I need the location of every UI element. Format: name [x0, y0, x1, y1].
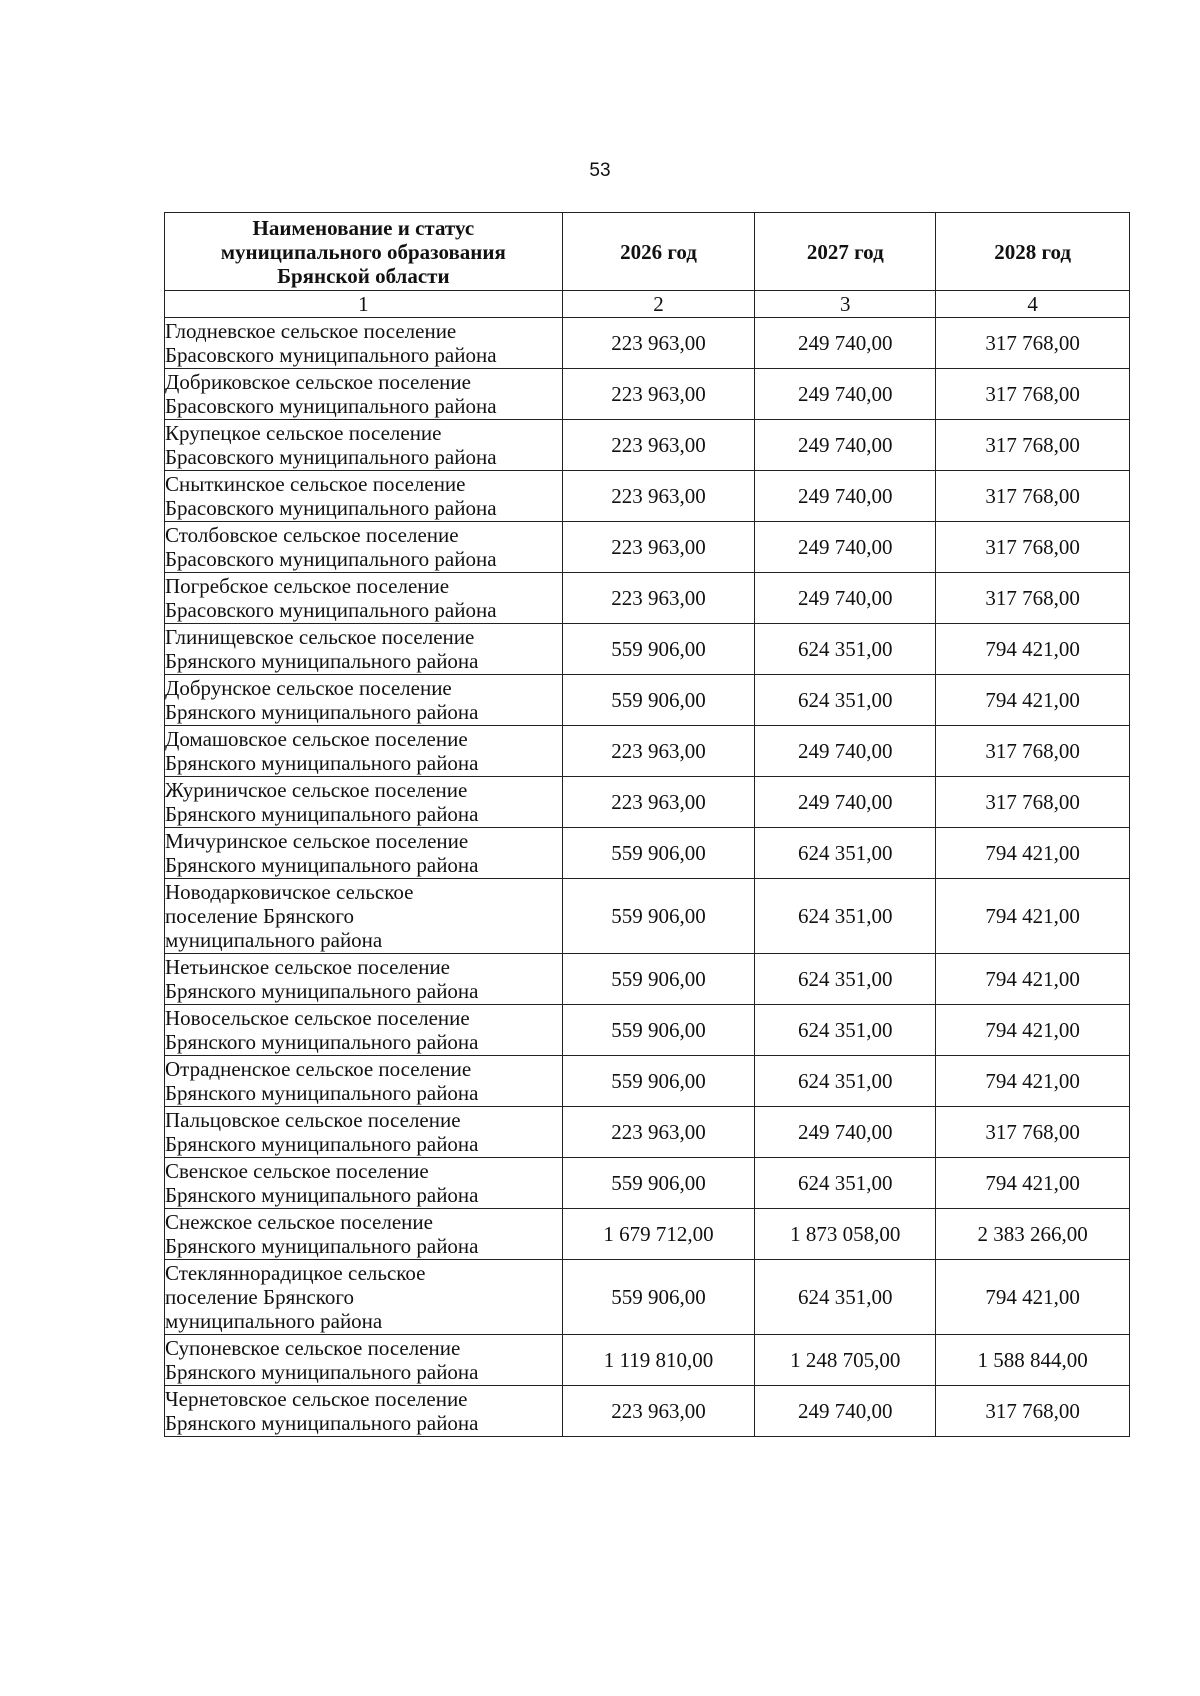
value-2026-cell: 223 963,00 [562, 369, 755, 420]
table-row [165, 522, 1130, 573]
value-2027-cell: 249 740,00 [755, 1386, 936, 1437]
table-row [165, 1005, 1130, 1056]
header-2027: 2027 год [755, 213, 936, 291]
value-2026-cell: 223 963,00 [562, 420, 755, 471]
value-2027-cell: 1 873 058,00 [755, 1209, 936, 1260]
column-number-row [165, 291, 1130, 318]
value-2027-cell: 1 248 705,00 [755, 1335, 936, 1386]
value-2028-cell: 794 421,00 [936, 954, 1130, 1005]
value-2026-cell: 1 679 712,00 [562, 1209, 755, 1260]
value-2026-cell: 559 906,00 [562, 879, 755, 954]
value-2026-cell: 1 119 810,00 [562, 1335, 755, 1386]
value-2027-cell: 624 351,00 [755, 1158, 936, 1209]
municipality-name-cell: Супоневское сельское поселение Брянского муниципального района [165, 1335, 563, 1386]
municipality-name-cell: Пальцовское сельское поселение Брянского муниципального района [165, 1107, 563, 1158]
municipality-name-cell: Новодарковичское сельское поселение Брянского муниципального района [165, 879, 563, 954]
page-number: 53 [589, 160, 611, 181]
table-row [165, 1107, 1130, 1158]
value-2026-cell: 223 963,00 [562, 777, 755, 828]
table-row [165, 726, 1130, 777]
value-2027-cell: 624 351,00 [755, 675, 936, 726]
value-2026-cell: 223 963,00 [562, 522, 755, 573]
header-municipality: Наименование и статус муниципального образования Брянской области [165, 213, 563, 291]
value-2028-cell: 794 421,00 [936, 675, 1130, 726]
value-2027-cell: 624 351,00 [755, 1260, 936, 1335]
municipality-name-cell: Глинищевское сельское поселение Брянского муниципального района [165, 624, 563, 675]
value-2026-cell: 223 963,00 [562, 573, 755, 624]
value-2028-cell: 2 383 266,00 [936, 1209, 1130, 1260]
table-row [165, 1386, 1130, 1437]
municipality-name-cell: Сныткинское сельское поселение Брасовского муниципального района [165, 471, 563, 522]
municipality-name-cell: Отрадненское сельское поселение Брянского муниципального района [165, 1056, 563, 1107]
value-2028-cell: 794 421,00 [936, 624, 1130, 675]
table-header-row [165, 213, 1130, 291]
value-2028-cell: 794 421,00 [936, 879, 1130, 954]
value-2027-cell: 249 740,00 [755, 573, 936, 624]
header-2028: 2028 год [936, 213, 1130, 291]
table-row [165, 1335, 1130, 1386]
value-2027-cell: 624 351,00 [755, 624, 936, 675]
value-2026-cell: 559 906,00 [562, 954, 755, 1005]
value-2028-cell: 317 768,00 [936, 777, 1130, 828]
value-2026-cell: 223 963,00 [562, 471, 755, 522]
value-2028-cell: 317 768,00 [936, 318, 1130, 369]
value-2027-cell: 249 740,00 [755, 471, 936, 522]
value-2027-cell: 624 351,00 [755, 879, 936, 954]
value-2028-cell: 794 421,00 [936, 1158, 1130, 1209]
value-2028-cell: 794 421,00 [936, 1005, 1130, 1056]
table-row [165, 369, 1130, 420]
value-2026-cell: 559 906,00 [562, 828, 755, 879]
value-2028-cell: 317 768,00 [936, 1107, 1130, 1158]
table-row [165, 777, 1130, 828]
value-2028-cell: 317 768,00 [936, 573, 1130, 624]
value-2027-cell: 249 740,00 [755, 420, 936, 471]
value-2028-cell: 1 588 844,00 [936, 1335, 1130, 1386]
value-2026-cell: 223 963,00 [562, 318, 755, 369]
value-2026-cell: 559 906,00 [562, 624, 755, 675]
value-2028-cell: 317 768,00 [936, 471, 1130, 522]
municipality-name-cell: Свенское сельское поселение Брянского муниципального района [165, 1158, 563, 1209]
municipality-name-cell: Погребское сельское поселение Брасовского муниципального района [165, 573, 563, 624]
value-2028-cell: 317 768,00 [936, 522, 1130, 573]
value-2027-cell: 624 351,00 [755, 1056, 936, 1107]
municipality-name-cell: Крупецкое сельское поселение Брасовского муниципального района [165, 420, 563, 471]
municipality-name-cell: Глодневское сельское поселение Брасовского муниципального района [165, 318, 563, 369]
municipality-name-cell: Журиничское сельское поселение Брянского муниципального района [165, 777, 563, 828]
table-row [165, 879, 1130, 954]
value-2028-cell: 317 768,00 [936, 420, 1130, 471]
data-table [164, 212, 1130, 1437]
value-2027-cell: 249 740,00 [755, 522, 936, 573]
value-2026-cell: 559 906,00 [562, 675, 755, 726]
table-row [165, 954, 1130, 1005]
value-2027-cell: 249 740,00 [755, 726, 936, 777]
municipality-name-cell: Домашовское сельское поселение Брянского муниципального района [165, 726, 563, 777]
header-2026: 2026 год [562, 213, 755, 291]
value-2027-cell: 249 740,00 [755, 318, 936, 369]
value-2026-cell: 223 963,00 [562, 1386, 755, 1437]
value-2027-cell: 249 740,00 [755, 1107, 936, 1158]
column-number: 4 [936, 291, 1130, 318]
table-row [165, 1209, 1130, 1260]
value-2026-cell: 223 963,00 [562, 726, 755, 777]
table-body [165, 318, 1130, 1437]
value-2026-cell: 559 906,00 [562, 1056, 755, 1107]
value-2027-cell: 624 351,00 [755, 954, 936, 1005]
municipality-name-cell: Чернетовское сельское поселение Брянского муниципального района [165, 1386, 563, 1437]
value-2028-cell: 317 768,00 [936, 726, 1130, 777]
table-row [165, 624, 1130, 675]
table-row [165, 828, 1130, 879]
value-2027-cell: 624 351,00 [755, 828, 936, 879]
municipality-name-cell: Нетьинское сельское поселение Брянского муниципального района [165, 954, 563, 1005]
table-row [165, 1056, 1130, 1107]
municipality-name-cell: Снежское сельское поселение Брянского муниципального района [165, 1209, 563, 1260]
municipality-name-cell: Стекляннорадицкое сельское поселение Брянского муниципального района [165, 1260, 563, 1335]
value-2026-cell: 559 906,00 [562, 1005, 755, 1056]
value-2027-cell: 249 740,00 [755, 369, 936, 420]
value-2028-cell: 794 421,00 [936, 1260, 1130, 1335]
value-2028-cell: 317 768,00 [936, 369, 1130, 420]
municipality-name-cell: Столбовское сельское поселение Брасовского муниципального района [165, 522, 563, 573]
value-2028-cell: 794 421,00 [936, 1056, 1130, 1107]
municipality-name-cell: Мичуринское сельское поселение Брянского муниципального района [165, 828, 563, 879]
table-row [165, 1158, 1130, 1209]
value-2026-cell: 223 963,00 [562, 1107, 755, 1158]
table-row [165, 318, 1130, 369]
column-number: 1 [165, 291, 563, 318]
table-row [165, 1260, 1130, 1335]
value-2027-cell: 249 740,00 [755, 777, 936, 828]
table-row [165, 471, 1130, 522]
value-2028-cell: 317 768,00 [936, 1386, 1130, 1437]
table-row [165, 573, 1130, 624]
municipality-name-cell: Добрунское сельское поселение Брянского муниципального района [165, 675, 563, 726]
value-2027-cell: 624 351,00 [755, 1005, 936, 1056]
table-row [165, 675, 1130, 726]
table-row [165, 420, 1130, 471]
municipality-name-cell: Добриковское сельское поселение Брасовского муниципального района [165, 369, 563, 420]
column-number: 3 [755, 291, 936, 318]
column-number: 2 [562, 291, 755, 318]
value-2026-cell: 559 906,00 [562, 1260, 755, 1335]
value-2028-cell: 794 421,00 [936, 828, 1130, 879]
value-2026-cell: 559 906,00 [562, 1158, 755, 1209]
municipality-name-cell: Новосельское сельское поселение Брянского муниципального района [165, 1005, 563, 1056]
